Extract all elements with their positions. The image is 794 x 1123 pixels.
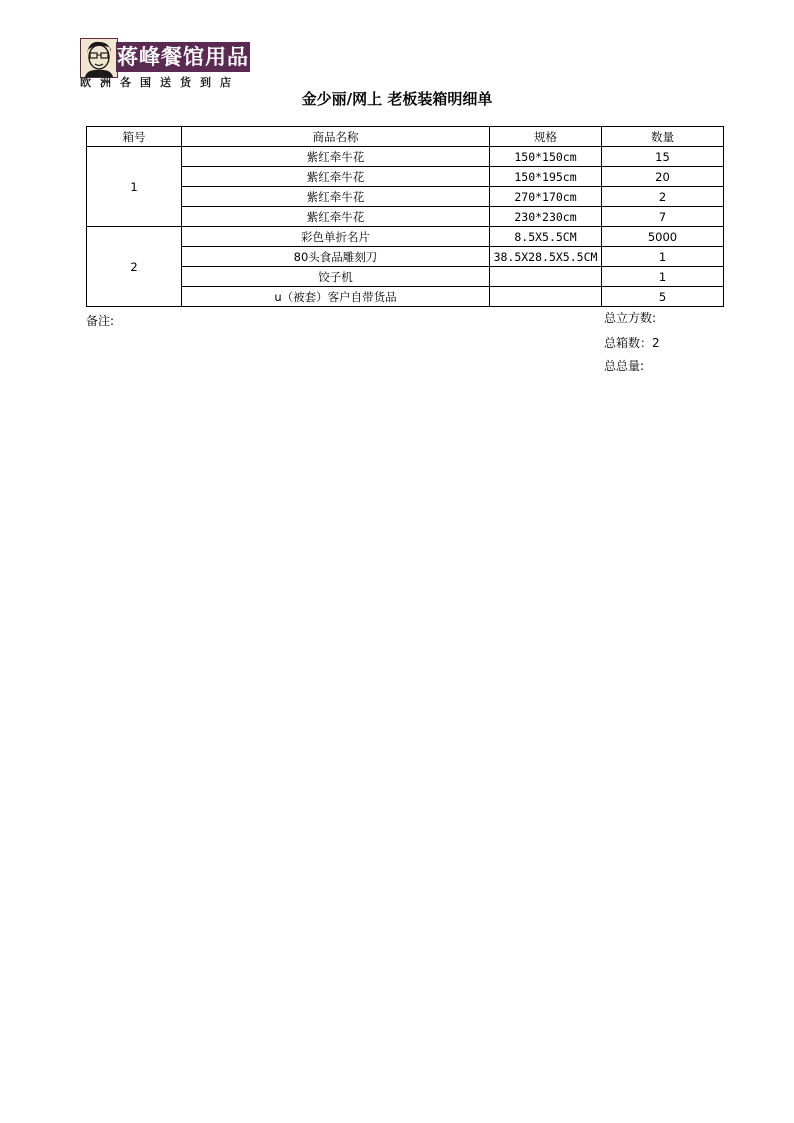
portrait-icon: [80, 38, 118, 78]
spec-cell: 8.5X5.5CM: [490, 227, 602, 247]
product-name-cell: 饺子机: [182, 267, 490, 287]
product-name-cell: u（被套）客户自带货品: [182, 287, 490, 307]
table-row: [87, 247, 724, 267]
product-name-cell: 紫红牵牛花: [182, 147, 490, 167]
product-name-cell: 紫红牵牛花: [182, 207, 490, 227]
spec-cell: [490, 267, 602, 287]
quantity-cell: 1: [602, 267, 724, 287]
header-quantity: 数量: [602, 127, 724, 147]
remark-label: 备注:: [86, 314, 115, 328]
table-row: [87, 227, 724, 247]
quantity-cell: 5: [602, 287, 724, 307]
table-row: [87, 147, 724, 167]
box-number-cell: 2: [87, 227, 182, 307]
header-box-no: 箱号: [87, 127, 182, 147]
table-row: [87, 287, 724, 307]
total-volume-label: 总立方数:: [604, 311, 657, 325]
product-name-cell: 紫红牵牛花: [182, 167, 490, 187]
brand-logo: [80, 38, 252, 90]
table-row: [87, 207, 724, 227]
total-weight-label: 总总量:: [604, 359, 645, 373]
quantity-cell: 20: [602, 167, 724, 187]
header-product-name: 商品名称: [182, 127, 490, 147]
table-row: [87, 187, 724, 207]
brand-tagline: 欧洲各国送货到店: [80, 76, 240, 89]
product-name-cell: 紫红牵牛花: [182, 187, 490, 207]
product-name-cell: 80头食品雕刻刀: [182, 247, 490, 267]
spec-cell: 230*230cm: [490, 207, 602, 227]
quantity-cell: 2: [602, 187, 724, 207]
spec-cell: 38.5X28.5X5.5CM: [490, 247, 602, 267]
table-row: [87, 267, 724, 287]
quantity-cell: 7: [602, 207, 724, 227]
spec-cell: [490, 287, 602, 307]
quantity-cell: 5000: [602, 227, 724, 247]
table-header-row: [87, 127, 724, 147]
spec-cell: 150*150cm: [490, 147, 602, 167]
page-title: 金少丽/网上 老板装箱明细单: [301, 90, 493, 108]
quantity-cell: 15: [602, 147, 724, 167]
packing-list-table: [86, 126, 724, 307]
total-boxes-label: 总箱数：2: [604, 336, 660, 350]
header-spec: 规格: [490, 127, 602, 147]
quantity-cell: 1: [602, 247, 724, 267]
spec-cell: 150*195cm: [490, 167, 602, 187]
spec-cell: 270*170cm: [490, 187, 602, 207]
product-name-cell: 彩色单折名片: [182, 227, 490, 247]
table-row: [87, 167, 724, 187]
brand-name: 蒋峰餐馆用品: [116, 42, 250, 72]
box-number-cell: 1: [87, 147, 182, 227]
